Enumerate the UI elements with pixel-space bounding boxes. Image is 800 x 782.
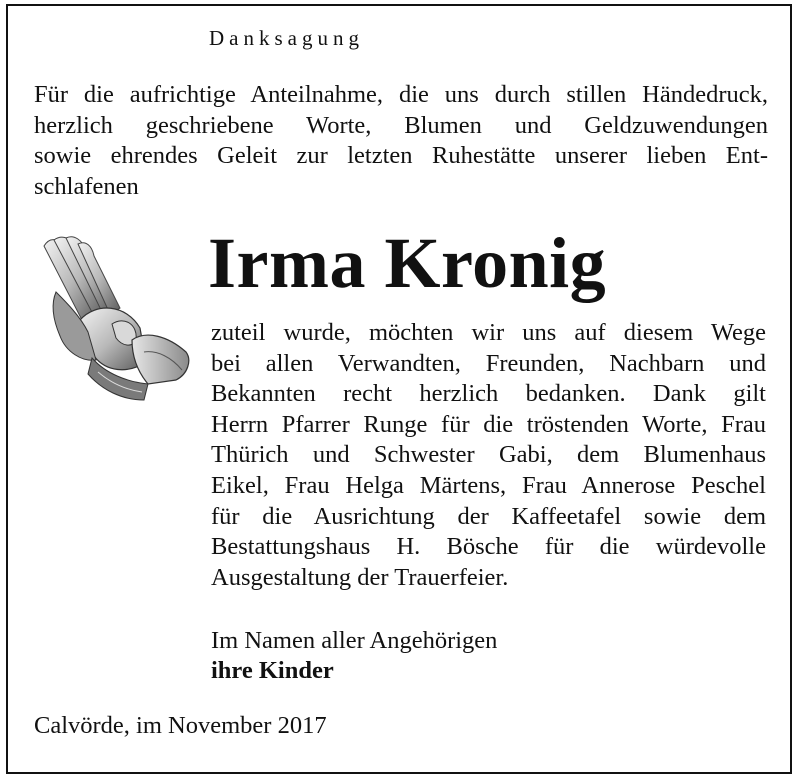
intro-line: schlafenen (34, 172, 139, 200)
body-line: Ausgestaltung der Trauerfeier. (211, 563, 509, 591)
intro-line: Für die aufrichtige Anteilnahme, die uns durch stillen Händedruck, (34, 81, 768, 108)
body-line: zuteil wurde, möchten wir uns auf diesem Wege (211, 319, 766, 346)
intro-line: sowie ehrendes Geleit zur letzten Ruhestätte unserer lieben Ent- (34, 142, 768, 169)
closing-line: Im Namen aller Angehörigen (211, 627, 498, 654)
body-line: Herrn Pfarrer Runge für die tröstenden Worte, Frau (211, 410, 766, 438)
deceased-name: Irma Kronig (208, 223, 607, 303)
intro-line: herzlich geschriebene Worte, Blumen und Geldzuwendungen (34, 111, 768, 139)
notice-heading: Danksagung (209, 26, 364, 50)
body-line: Bekannten recht herzlich bedanken. Dank gilt (211, 380, 766, 408)
body-line: Bestattungshaus H. Bösche für die würdevolle (211, 533, 766, 561)
body-line: bei allen Verwandten, Freunden, Nachbarn und (211, 349, 766, 377)
body-paragraph (211, 318, 766, 593)
signature: ihre Kinder (211, 657, 334, 684)
place-date: Calvörde, im November 2017 (34, 712, 327, 739)
intro-paragraph (34, 80, 768, 202)
praying-hands-icon (36, 232, 196, 407)
body-line: für die Ausrichtung der Kaffeetafel sowie dem (211, 502, 766, 530)
body-line: Thürich und Schwester Gabi, dem Blumenhaus (211, 441, 766, 469)
closing-block (211, 626, 497, 686)
body-line: Eikel, Frau Helga Märtens, Frau Annerose Peschel (211, 471, 766, 499)
